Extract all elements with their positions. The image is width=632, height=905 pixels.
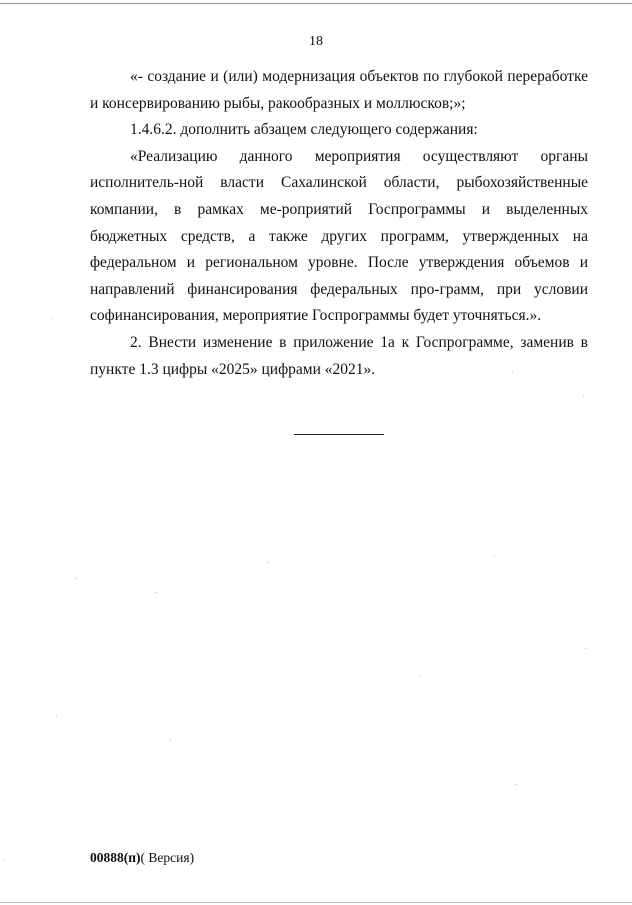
scan-speck (494, 556, 495, 557)
scan-edge-top (0, 3, 632, 4)
scan-speck (156, 592, 157, 593)
scan-speck (516, 784, 517, 785)
paragraph-implementation-quote: «Реализацию данного мероприятия осуществляют органы исполнитель-ной власти Сахалинской области, рыбохозяйственные компании, в рамках ме-роприятий Госпрограммы и выделенных бюджетных средств, а также других программ, утвержденных на федеральном и региональном уровне. После утверждения объемов и направлений финансирования федеральных про-грамм, при условии софинансирования, мероприятие Госпрограммы будет уточняться.». (90, 147, 588, 325)
footer-code-number: 00888(п) (90, 850, 141, 865)
scan-speck (583, 395, 584, 396)
document-body (90, 64, 588, 383)
scan-speck (4, 860, 5, 861)
footer-version: ( Версия) (140, 850, 195, 865)
scan-speck (76, 578, 77, 579)
scan-speck (52, 318, 53, 319)
scan-speck (268, 562, 269, 563)
paragraph-creation-modernization: «- создание и (или) модернизация объектов по глубокой переработке и консервированию рыбы, ракообразных и моллюсков;»; (90, 68, 588, 112)
scan-speck (585, 648, 586, 649)
scan-speck (56, 715, 57, 716)
scan-speck (170, 740, 171, 741)
page-number: 18 (309, 34, 323, 49)
scan-speck (420, 676, 421, 677)
scan-edge-bottom (0, 902, 632, 903)
end-divider-line (294, 434, 384, 435)
paragraph-clause-1-4-6-2: 1.4.6.2. дополнить абзацем следующего содержания: (130, 121, 478, 139)
footer-document-code (90, 850, 194, 866)
paragraph-appendix-change: 2. Внести изменение в приложение 1а к Госпрограмме, заменив в пункте 1.3 цифры «2025» цифрами «2021». (90, 333, 588, 378)
scan-speck (512, 372, 513, 373)
